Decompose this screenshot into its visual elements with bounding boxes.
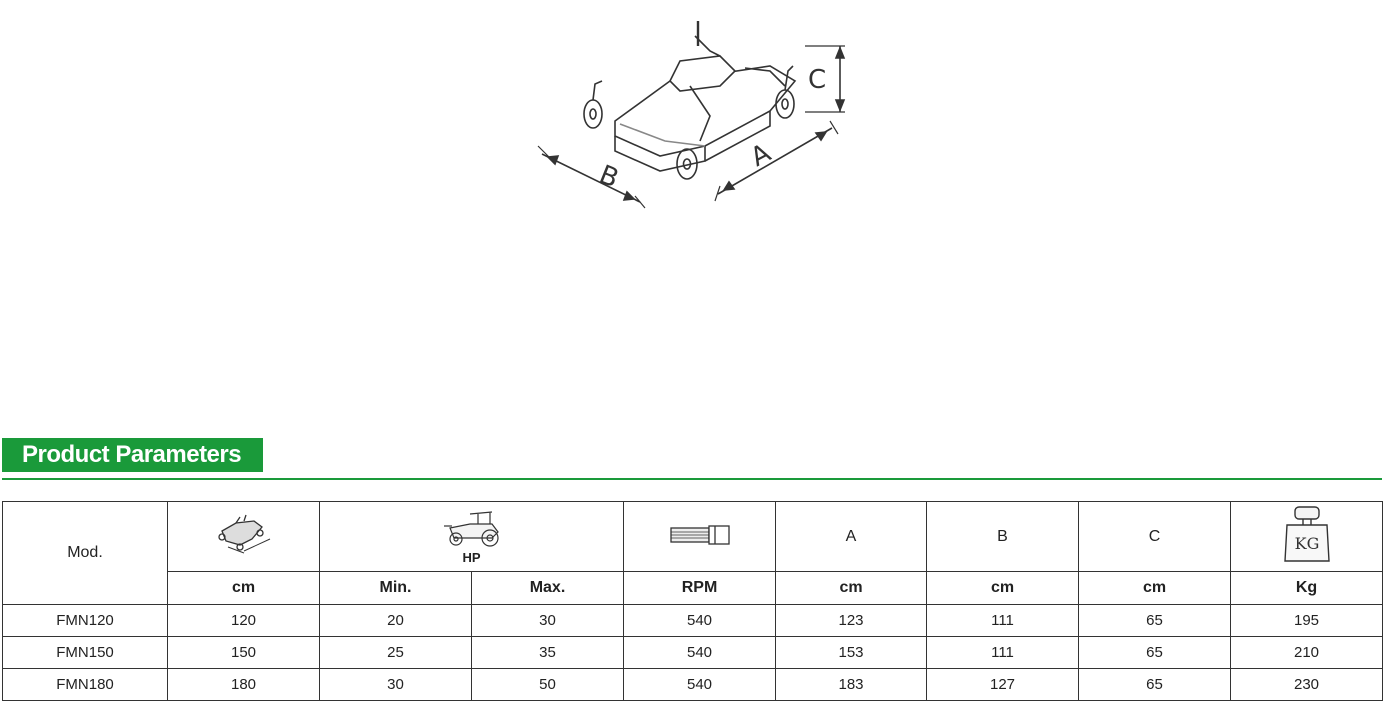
section-title: Product Parameters [2,438,263,472]
model-header: Mod. [3,502,168,605]
tractor-icon [440,508,504,548]
unit-row [3,572,1383,605]
table-cell: 180 [168,669,320,701]
unit-cell: Max. [472,572,624,605]
table-row [3,637,1383,669]
table-cell: 30 [320,669,472,701]
table-cell: 230 [1231,669,1383,701]
table-cell: 65 [1079,605,1231,637]
table-cell: 65 [1079,669,1231,701]
unit-cell: Kg [1231,572,1383,605]
mower-icon [214,513,274,557]
weight-icon-text: KG [1294,533,1319,553]
table-cell: 127 [927,669,1079,701]
table-cell: 210 [1231,637,1383,669]
table-cell: 25 [320,637,472,669]
icon-header-row [3,502,1383,572]
unit-cell: cm [168,572,320,605]
dimension-c-header: C [1079,502,1231,572]
table-row [3,605,1383,637]
parameters-table [2,501,1383,701]
table-cell: 111 [927,637,1079,669]
section-header [2,438,1382,480]
table-cell: 540 [624,669,776,701]
unit-cell: cm [1079,572,1231,605]
model-cell: FMN180 [3,669,168,701]
table-cell: 183 [776,669,927,701]
unit-cell: Min. [320,572,472,605]
table-cell: 540 [624,637,776,669]
horsepower-header [320,502,624,572]
model-cell: FMN120 [3,605,168,637]
model-cell: FMN150 [3,637,168,669]
table-cell: 123 [776,605,927,637]
table-cell: 111 [927,605,1079,637]
table-cell: 30 [472,605,624,637]
table-cell: 153 [776,637,927,669]
dimension-b-header: B [927,502,1079,572]
table-cell: 35 [472,637,624,669]
unit-cell: cm [927,572,1079,605]
dimension-label-b: B [594,159,623,195]
weight-icon [1281,505,1333,565]
table-cell: 65 [1079,637,1231,669]
unit-cell: cm [776,572,927,605]
dimension-label-a: A [745,138,776,173]
table-cell: 50 [472,669,624,701]
table-row [3,669,1383,701]
table-cell: 120 [168,605,320,637]
pto-shaft-icon [669,524,731,546]
hp-label: HP [462,550,481,565]
table-cell: 540 [624,605,776,637]
mower-dimension-diagram [520,6,860,216]
dimension-label-c: C [808,65,827,95]
table-cell: 195 [1231,605,1383,637]
rpm-header [624,502,776,572]
dimension-a-header: A [776,502,927,572]
table-cell: 150 [168,637,320,669]
unit-cell: RPM [624,572,776,605]
weight-header [1231,502,1383,572]
mower-width-header [168,502,320,572]
table-cell: 20 [320,605,472,637]
